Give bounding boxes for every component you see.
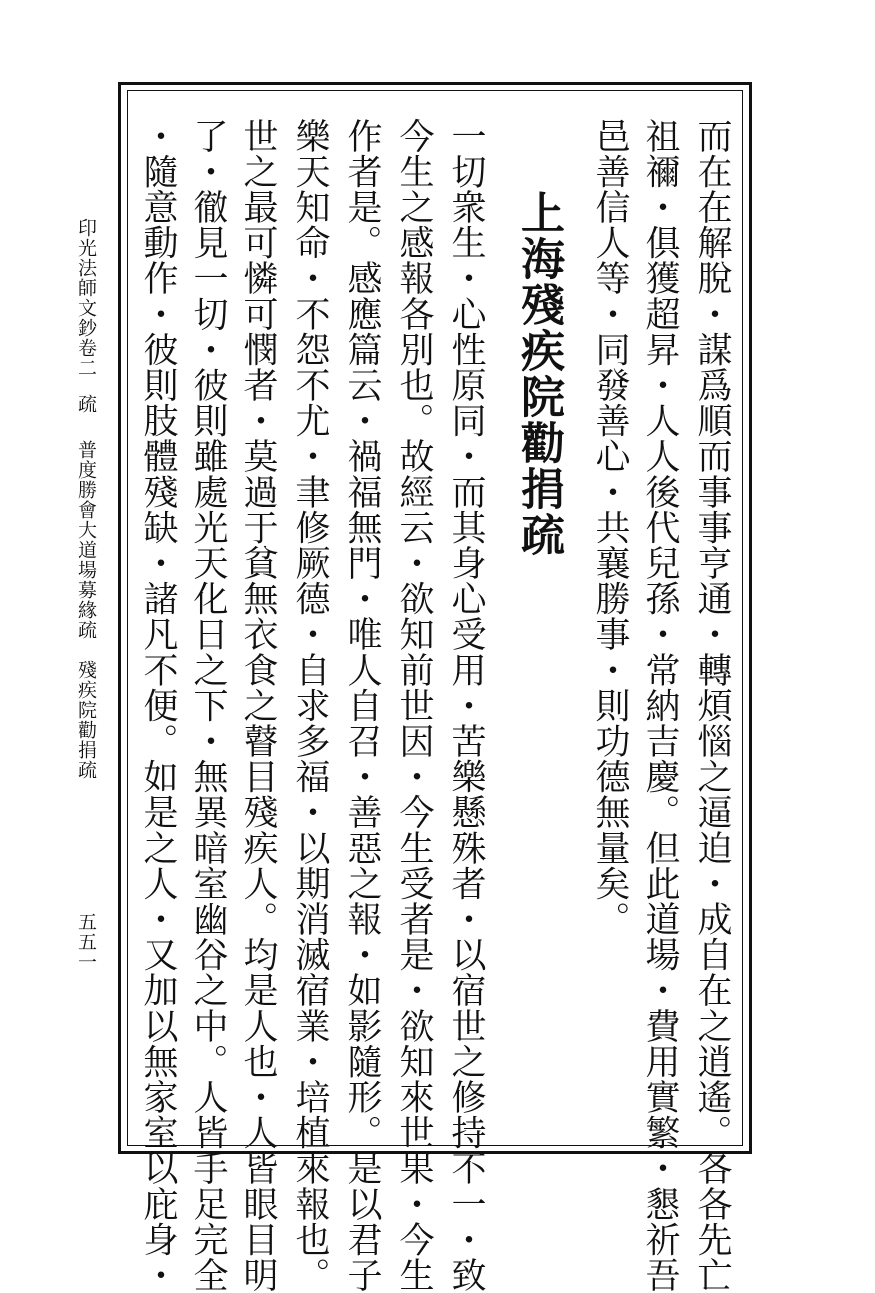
text-column-9: 了・徹見一切・彼則雖處光天化日之下・無異暗室幽谷之中。人皆手足完全 <box>188 118 228 1293</box>
text-column-6: 作者是。感應篇云・禍福無門・唯人自召・善惡之報・如影隨形。是以君子 <box>342 118 382 1293</box>
page-number: 五五一 <box>75 912 97 972</box>
text-column-3: 邑善信人等・同發善心・共襄勝事・則功德無量矣。 <box>590 118 630 937</box>
section-label: 疏 <box>75 394 97 414</box>
text-column-2: 祖禰・俱獲超昇・人人後代兒孫・常納吉慶。但此道場・費用實繁・懇祈吾 <box>640 118 680 1293</box>
text-column-8: 世之最可憐可憫者・莫過于貧無衣食之瞽目殘疾人。均是人也・人皆眼目明 <box>238 118 278 1293</box>
running-subtitle: 普度勝會大道場募緣疏 殘疾院勸捐疏 <box>75 440 97 780</box>
text-column-1: 而在在解脫・謀爲順而事事亨通・轉煩惱之逼迫・成自在之逍遙。各各先亡 <box>692 118 732 1293</box>
text-column-5: 今生之感報各別也。故經云・欲知前世因・今生受者是・欲知來世果・今生 <box>394 118 434 1293</box>
section-title: 上海殘疾院勸捐疏 <box>513 190 564 558</box>
book-title: 印光法師文鈔卷二 <box>75 218 97 378</box>
text-column-10: ・隨意動作・彼則肢體殘缺・諸凡不便。如是之人・又加以無家室以庇身・ <box>138 118 178 1293</box>
text-column-7: 樂天知命・不怨不尤・聿修厥德・自求多福・以期消滅宿業・培植來報也。 <box>290 118 330 1293</box>
text-column-4: 一切衆生・心性原同・而其身心受用・苦樂懸殊者・以宿世之修持不一・致 <box>446 118 486 1293</box>
running-header <box>76 218 95 780</box>
